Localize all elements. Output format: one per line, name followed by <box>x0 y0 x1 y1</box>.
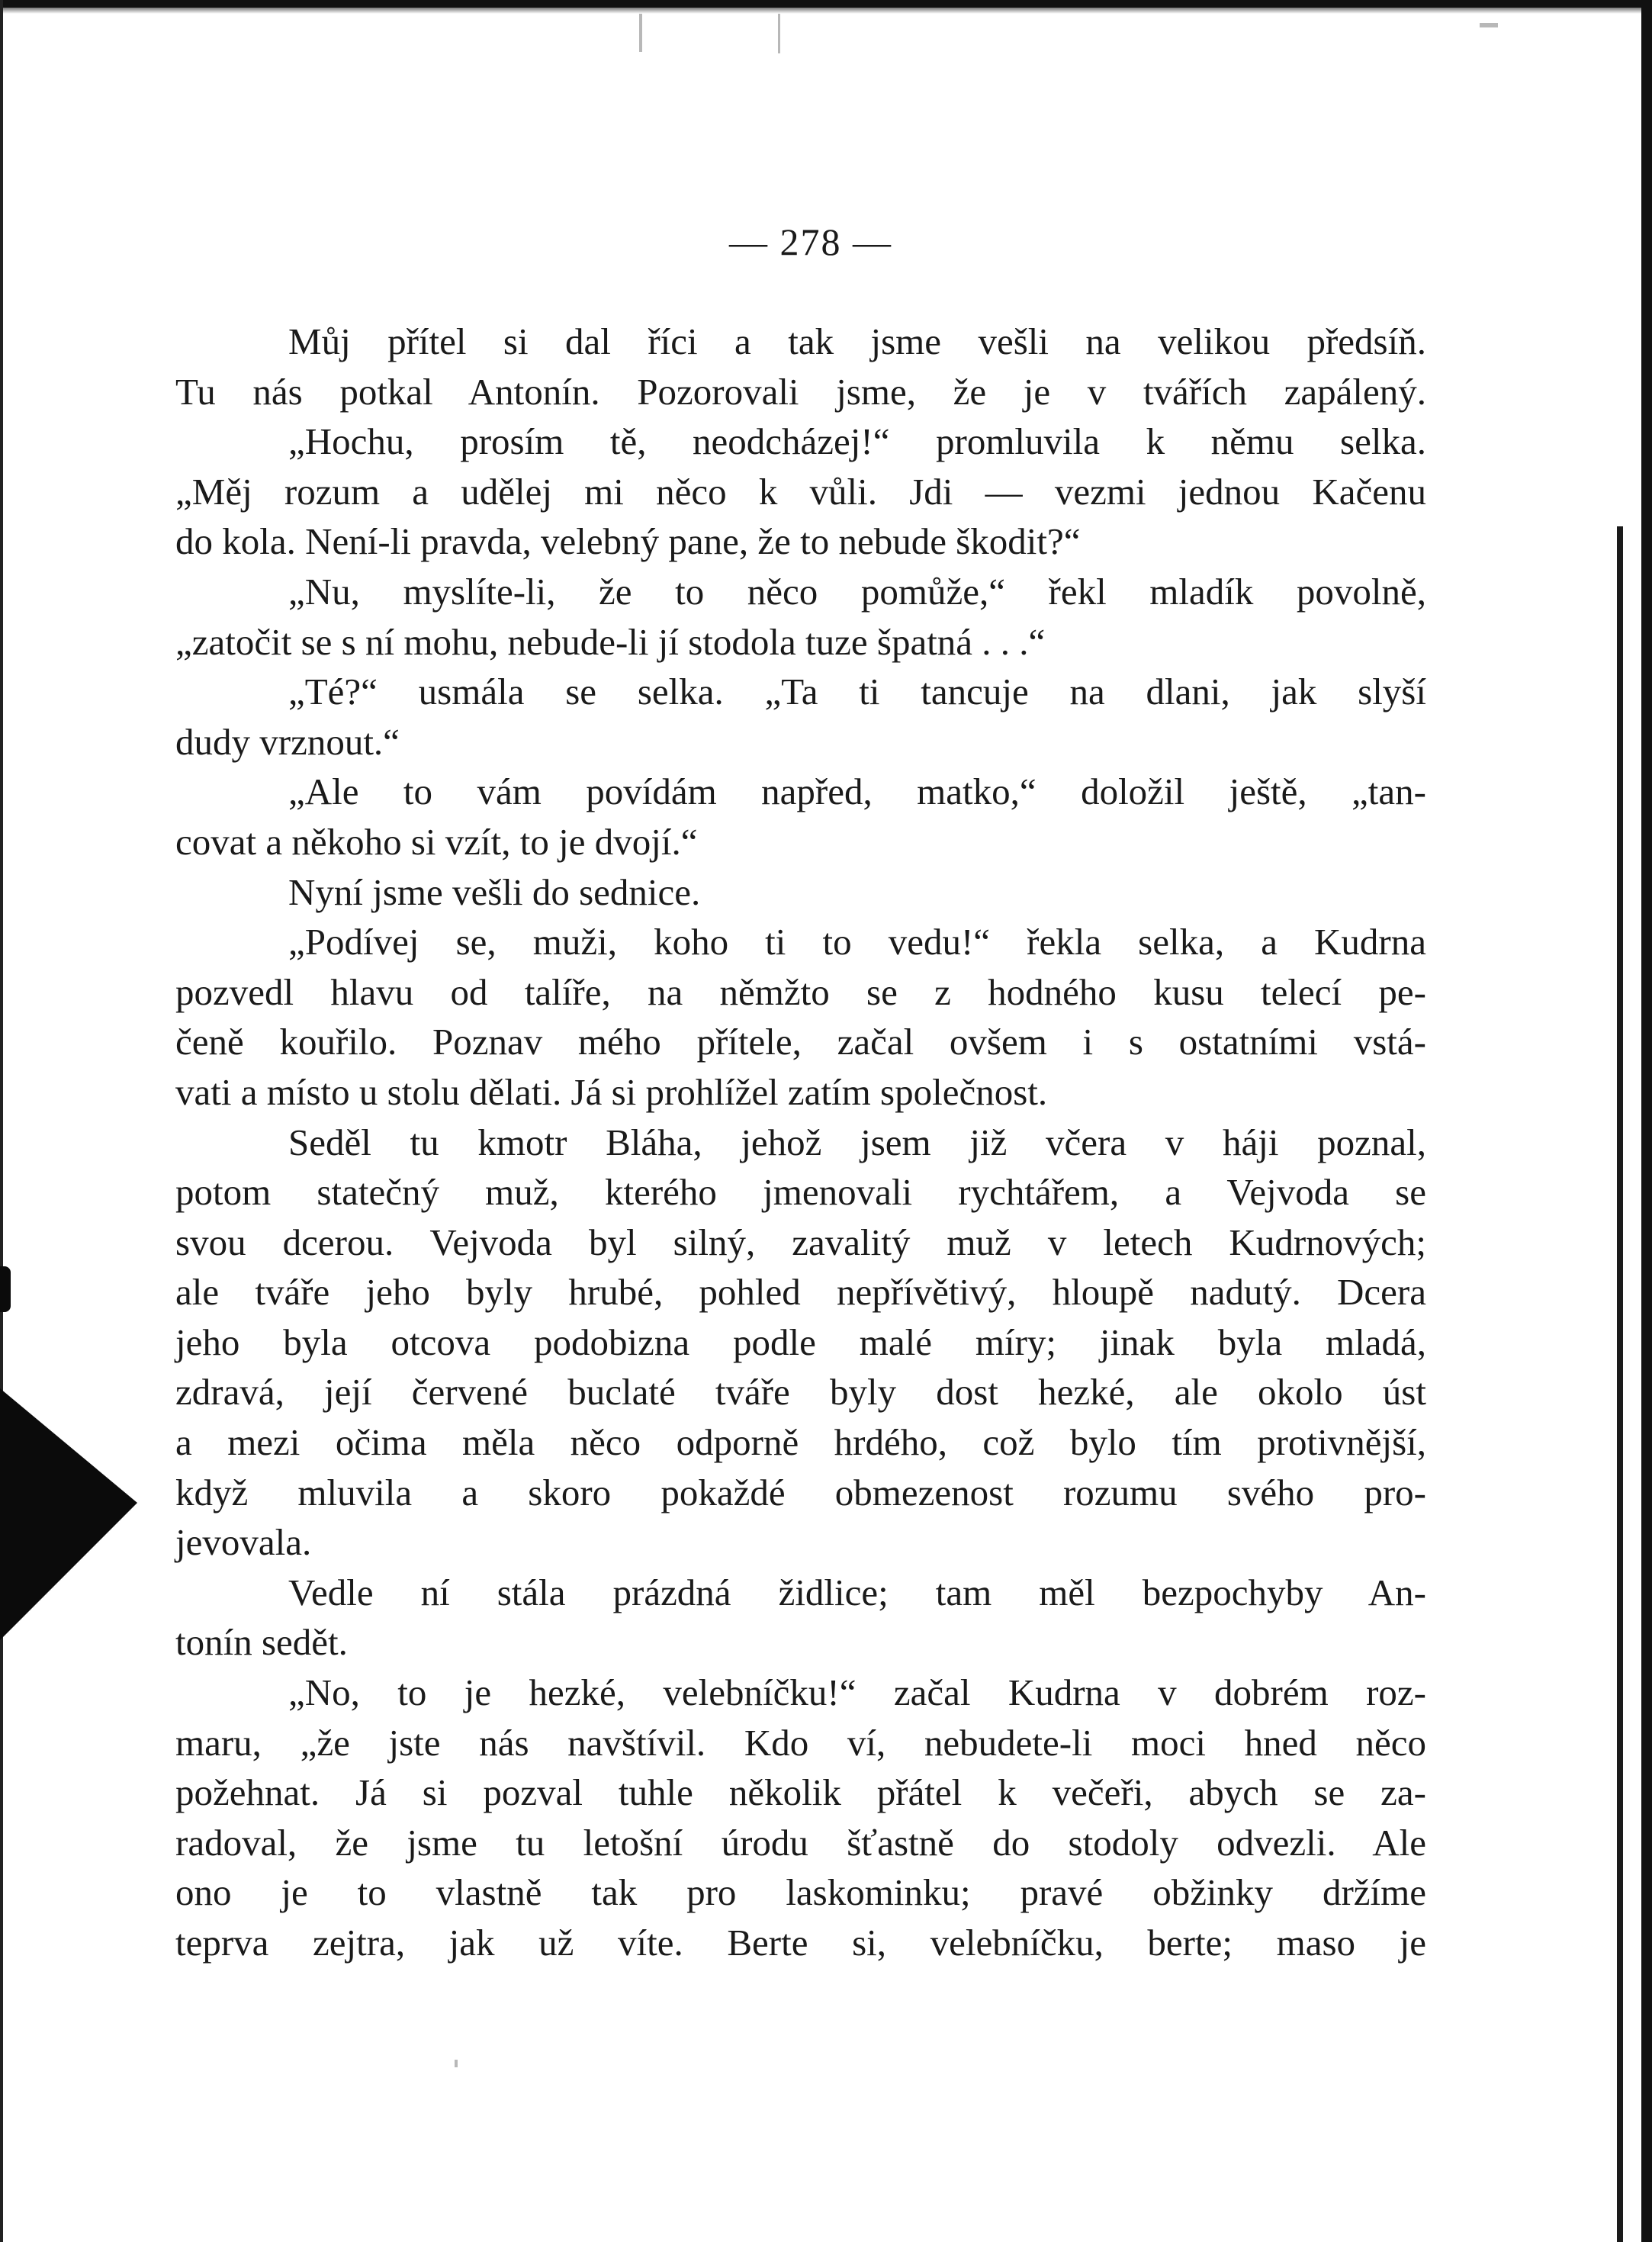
text-line: „Ale to vám povídám napřed, matko,“ doložil ještě, „tan- <box>288 770 1426 813</box>
text-line: Tu nás potkal Antonín. Pozorovali jsme, že je v tvářích zapálený. <box>175 370 1426 413</box>
text-line: a mezi očima měla něco odporně hrdého, což bylo tím protivnější, <box>175 1421 1426 1464</box>
text-line: ono je to vlastně tak pro laskominku; pravé obžinky držíme <box>175 1871 1426 1914</box>
text-line: „Nu, myslíte-li, že to něco pomůže,“ řekl mladík povolně, <box>288 570 1426 613</box>
text-line: ale tváře jeho byly hrubé, pohled nepřívětivý, hloupě nadutý. Dcera <box>175 1271 1426 1314</box>
text-line: „Té?“ usmála se selka. „Ta ti tancuje na dlani, jak slyší <box>288 671 1426 713</box>
text-line: do kola. Není-li pravda, velebný pane, že to nebude škodit?“ <box>175 520 1081 563</box>
text-line: když mluvila a skoro pokaždé obmezenost rozumu svého pro- <box>175 1471 1426 1513</box>
text-line: radoval, že jsme tu letošní úrodu šťastně do stodoly odvezli. Ale <box>175 1821 1426 1864</box>
page-number: — 278 — <box>729 220 892 263</box>
text-line: „Hochu, prosím tě, neodcházej!“ promluvila k němu selka. <box>288 420 1426 463</box>
text-line: čeně kouřilo. Poznav mého přítele, začal ovšem i s ostatními vstá- <box>175 1021 1426 1063</box>
text-line: vati a místo u stolu dělati. Já si prohlížel zatím společnost. <box>175 1070 1048 1113</box>
text-line: „Měj rozum a udělej mi něco k vůli. Jdi — vezmi jednou Kačenu <box>175 470 1426 513</box>
text-line: maru, „že jste nás navštívil. Kdo ví, nebudete-li moci hned něco <box>175 1721 1426 1764</box>
scan-border-right <box>1641 0 1652 2242</box>
text-line: požehnat. Já si pozval tuhle několik přátel k večeři, abych se za- <box>175 1771 1426 1814</box>
text-line: Můj přítel si dal říci a tak jsme vešli na velikou předsíň. <box>288 320 1426 362</box>
scan-smudge <box>1480 23 1498 27</box>
scan-smudge <box>778 14 780 53</box>
scan-inner-edge <box>1617 526 1623 2242</box>
text-line: teprva zejtra, jak už víte. Berte si, velebníčku, berte; maso je <box>175 1922 1426 1964</box>
text-line: potom statečný muž, kterého jmenovali rychtářem, a Vejvoda se <box>175 1171 1426 1214</box>
text-line: „Podívej se, muži, koho ti to vedu!“ řekla selka, a Kudrna <box>288 921 1426 963</box>
text-line: Vedle ní stála prázdná židlice; tam měl bezpochyby An- <box>288 1571 1426 1613</box>
text-line: Nyní jsme vešli do sednice. <box>288 870 701 913</box>
scan-border-left <box>0 0 3 2242</box>
text-line: tonín sedět. <box>175 1621 348 1664</box>
scan-edge-mark <box>0 1266 11 1312</box>
text-line: zdravá, její červené buclaté tváře byly dost hezké, ale okolo úst <box>175 1371 1426 1414</box>
body-text <box>175 317 1426 1968</box>
text-line: jevovala. <box>175 1521 312 1564</box>
text-line: pozvedl hlavu od talíře, na němžto se z hodného kusu telecí pe- <box>175 970 1426 1013</box>
text-line: svou dcerou. Vejvoda byl silný, zavalitý muž v letech Kudrnových; <box>175 1221 1426 1263</box>
scan-edge-shadow <box>0 1388 137 1640</box>
text-line: covat a někoho si vzít, to je dvojí.“ <box>175 820 698 863</box>
text-line: „zatočit se s ní mohu, nebude-li jí stodola tuze špatná . . .“ <box>175 620 1046 663</box>
text-line: jeho byla otcova podobizna podle malé míry; jinak byla mladá, <box>175 1320 1426 1363</box>
scan-smudge <box>639 14 642 52</box>
scan-smudge <box>455 2060 458 2067</box>
scan-border-top <box>0 0 1652 8</box>
text-line: Seděl tu kmotr Bláha, jehož jsem již včera v háji poznal, <box>288 1121 1426 1163</box>
text-line: „No, to je hezké, velebníčku!“ začal Kudrna v dobrém roz- <box>288 1671 1426 1714</box>
text-line: dudy vrznout.“ <box>175 720 400 763</box>
